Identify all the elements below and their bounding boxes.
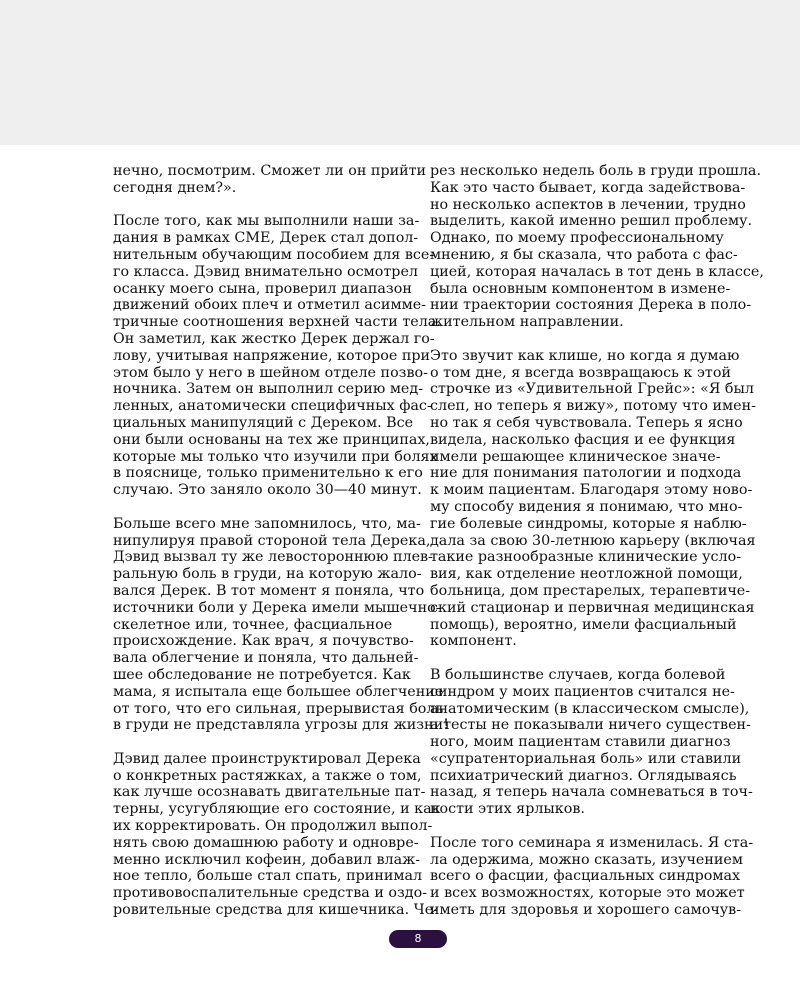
text-line: После того, как мы выполнили наши за-: [113, 213, 420, 230]
text-line: в груди не представляла угрозы для жизни!: [113, 717, 449, 734]
text-line: Как это часто бывает, когда задействова-: [430, 179, 746, 196]
text-line: синдром у моих пациентов считался не-: [430, 683, 735, 700]
text-line: иметь для здоровья и хорошего самочув-: [430, 902, 742, 919]
text-line: нять свою домашнюю работу и одновре-: [113, 834, 419, 851]
text-line: Он заметил, как жестко Дерек держал го-: [113, 330, 435, 347]
text-line: рез несколько недель боль в груди прошла.: [430, 163, 761, 179]
text-line: тричные соотношения верхней части тела.: [113, 314, 441, 331]
text-line: но так я себя чувствовала. Теперь я ясно: [430, 414, 743, 431]
paragraph: [430, 834, 754, 919]
paragraph: [113, 750, 441, 919]
text-line: дания в рамках CME, Дерек стал допол-: [113, 230, 419, 247]
text-line: Больше всего мне запомнилось, что, ма-: [113, 515, 421, 532]
paragraph: [430, 666, 753, 818]
text-line: «супратенториальная боль» или ставили: [430, 750, 742, 767]
text-line: к моим пациентам. Благодаря этому ново-: [430, 482, 753, 499]
page-number-badge: 8: [389, 930, 447, 948]
text-line: ности этих ярлыков.: [430, 801, 585, 818]
text-line: которые мы только что изучили при болях: [113, 448, 438, 465]
text-line: мама, я испытала еще большее облегчение: [113, 683, 444, 700]
text-line: от того, что его сильная, прерывистая боль: [113, 700, 444, 717]
left-text-column: [113, 163, 449, 936]
text-line: ский стационар и первичная медицинская: [430, 599, 755, 616]
text-line: происхождение. Как врач, я почувство-: [113, 633, 414, 650]
text-line: Однако, по моему профессиональному: [430, 230, 724, 247]
text-line: Это звучит как клише, но когда я думаю: [430, 347, 740, 364]
text-line: как лучше осознавать двигательные пат-: [113, 784, 426, 801]
text-line: дала за свою 30-летнюю карьеру (включая: [430, 532, 756, 549]
text-line: случаю. Это заняло около 30—40 минут.: [113, 482, 422, 499]
text-line: нии траектории состояния Дерека в поло-: [430, 297, 752, 314]
text-line: ночника. Затем он выполнил серию мед-: [113, 381, 424, 398]
text-line: менно исключил кофеин, добавил влаж-: [113, 851, 421, 868]
text-line: больница, дом престарелых, терапевтиче-: [430, 582, 751, 599]
text-line: но несколько аспектов в лечении, трудно: [430, 196, 746, 213]
text-line: они были основаны на тех же принципах,: [113, 431, 430, 448]
top-header-band: [0, 0, 800, 145]
text-line: и всех возможностях, которые это может: [430, 885, 745, 902]
text-line: шее обследование не потребуется. Как: [113, 666, 411, 683]
text-line: циальных манипуляций с Дереком. Все: [113, 414, 414, 431]
text-line: После того семинара я изменилась. Я ста-: [430, 834, 754, 851]
text-line: гие болевые синдромы, которые я наблю-: [430, 515, 747, 532]
text-line: была основным компонентом в измене-: [430, 280, 731, 297]
text-line: анатомическим (в классическом смысле),: [430, 700, 750, 717]
text-line: го класса. Дэвид внимательно осмотрел: [113, 263, 418, 280]
text-line: их корректировать. Он продолжил выпол-: [113, 818, 433, 835]
text-line: Дэвид вызвал ту же левостороннюю плев-: [113, 549, 433, 566]
text-line: ла одержима, можно сказать, изучением: [430, 851, 744, 868]
text-line: в пояснице, только применительно к его: [113, 465, 423, 482]
text-line: вия, как отделение неотложной помощи,: [430, 566, 743, 583]
text-line: вался Дерек. В тот момент я поняла, что: [113, 582, 425, 599]
text-line: помощь), вероятно, имели фасциальный: [430, 616, 737, 633]
text-line: сегодня днем?».: [113, 179, 237, 196]
paragraph: [113, 515, 449, 734]
text-line: источники боли у Дерека имели мышечно-: [113, 599, 441, 616]
text-line: слеп, но теперь я вижу», потому что имен-: [430, 398, 756, 415]
paragraph: [113, 213, 441, 499]
text-line: ровительные средства для кишечника. Че-: [113, 902, 439, 919]
text-line: ральную боль в груди, на которую жало-: [113, 566, 422, 583]
text-line: нечно, посмотрим. Сможет ли он прийти: [113, 163, 427, 179]
text-line: терны, усугубляющие его состояние, и как: [113, 801, 441, 818]
paragraph: [430, 347, 756, 650]
text-line: строчке из «Удивительной Грейс»: «Я был: [430, 381, 755, 398]
text-line: ного, моим пациентам ставили диагноз: [430, 734, 731, 751]
text-line: компонент.: [430, 633, 517, 650]
text-line: скелетное или, точнее, фасциальное: [113, 616, 393, 633]
text-line: движений обоих плеч и отметил асимме-: [113, 297, 426, 314]
text-line: такие разнообразные клинические усло-: [430, 549, 742, 566]
text-line: назад, я теперь начала сомневаться в точ-: [430, 784, 753, 801]
text-line: осанку моего сына, проверил диапазон: [113, 280, 412, 297]
text-line: психиатрический диагноз. Оглядываясь: [430, 767, 737, 784]
paragraph: [430, 163, 764, 331]
right-text-column: [430, 163, 764, 936]
text-line: ное тепло, больше стал спать, принимал: [113, 868, 423, 885]
text-line: о том дне, я всегда возвращаюсь к этой: [430, 364, 731, 381]
text-line: Дэвид далее проинструктировал Дерека: [113, 750, 421, 767]
text-line: всего о фасции, фасциальных синдромах: [430, 868, 741, 885]
text-line: а тесты не показывали ничего существен-: [430, 717, 751, 734]
text-line: о конкретных растяжках, а также о том,: [113, 767, 422, 784]
text-line: цией, которая началась в тот день в классе,: [430, 263, 764, 280]
text-line: нипулируя правой стороной тела Дерека,: [113, 532, 431, 549]
text-line: нительным обучающим пособием для все-: [113, 246, 435, 263]
text-line: имели решающее клиническое значе-: [430, 448, 721, 465]
text-line: видела, насколько фасция и ее функция: [430, 431, 736, 448]
text-line: мнению, я бы сказала, что работа с фас-: [430, 246, 738, 263]
text-line: вала облегчение и поняла, что дальней-: [113, 650, 419, 667]
text-line: ние для понимания патологии и подхода: [430, 465, 742, 482]
paragraph: [113, 163, 427, 197]
text-line: выделить, какой именно решил проблему.: [430, 213, 753, 230]
text-line: му способу видения я понимаю, что мно-: [430, 498, 743, 515]
text-line: этом было у него в шейном отделе позво-: [113, 364, 428, 381]
text-line: лову, учитывая напряжение, которое при: [113, 347, 431, 364]
text-line: жительном направлении.: [430, 314, 624, 331]
text-line: ленных, анатомически специфичных фас-: [113, 398, 432, 415]
text-line: противовоспалительные средства и оздо-: [113, 885, 428, 902]
text-line: В большинстве случаев, когда болевой: [430, 666, 726, 683]
